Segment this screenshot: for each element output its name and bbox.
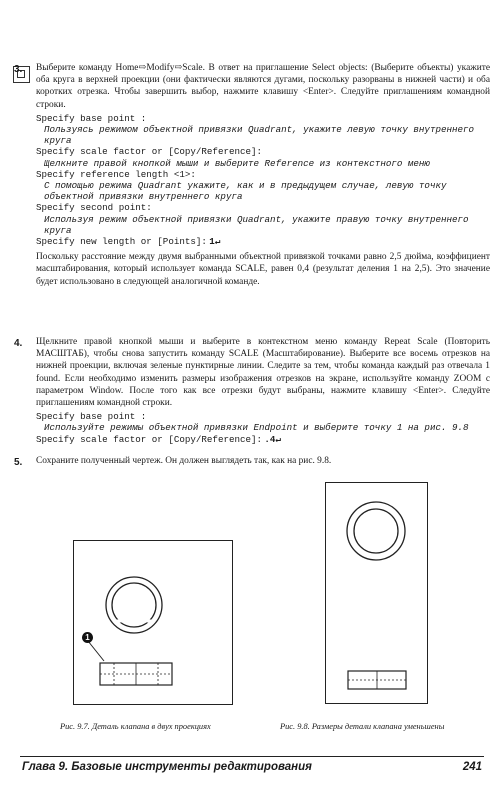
footer-divider bbox=[20, 756, 484, 757]
step-number-5: 5. bbox=[14, 457, 23, 468]
cmd-hint: С помощью режима Quadrant укажите, как и в предыдущем случае, левую точку объектной привязки внутреннего круга bbox=[44, 180, 447, 203]
cmd-hint: Используя режим объектной привязки Quadrant, укажите правую точку внутреннего круга bbox=[44, 213, 469, 236]
cmd-prompt: Specify reference length <1>: bbox=[36, 168, 196, 180]
step-number-3: 3. bbox=[14, 64, 23, 75]
step-5 bbox=[36, 455, 490, 467]
page-number: 241 bbox=[462, 761, 482, 773]
step-number-4: 4. bbox=[14, 338, 23, 349]
chapter-title: Глава 9. Базовые инструменты редактирования bbox=[22, 761, 312, 773]
step-3-command-block bbox=[36, 113, 490, 247]
cmd-prompt: Specify scale factor or [Copy/Reference]: bbox=[36, 433, 263, 445]
cmd-hint: Пользуясь режимом объектной привязки Quadrant, укажите левую точку внутреннего круга bbox=[44, 124, 475, 147]
figure-9-7-caption: Рис. 9.7. Деталь клапана в двух проекциях bbox=[60, 722, 211, 731]
figure-9-7-frame bbox=[73, 540, 233, 705]
step-3-paragraph-2: Поскольку расстояние между двумя выбранными объектной привязкой точками равно 2,5 дюйма, коэффициент масштабирования, который использует команда SCALE, равен 0,4 (результат деления 1 на 2,5). Это значение будет использовано в следующей аналогичной команде. bbox=[36, 252, 490, 287]
cmd-prompt: Specify base point : bbox=[36, 112, 147, 124]
cmd-input-value: 1↵ bbox=[209, 236, 221, 248]
step-4-paragraph-1: Щелкните правой кнопкой мыши и выберите в контекстном меню команду Repeat Scale (Повторить МАСШТАБ), чтобы снова запустить команду SCALE (Масштабирование). Выберите все восемь отрезков на нижней проекции, включая зеленые пунктирные линии. Следите за тем, чтобы команда каждый раз отвечала 1 found. Если необходимо изменить размеры изображения отрезков на экране, используйте команду ZOOM с параметром Window. После того как все отрезки будут выбраны, нажмите клавишу <Enter>. Следуйте приглашениям командной строки. bbox=[36, 337, 490, 409]
cmd-input-value: .4↵ bbox=[264, 433, 281, 445]
valve-part-scaled-drawing bbox=[326, 483, 427, 703]
step-4-command-block bbox=[36, 411, 490, 445]
cmd-prompt: Specify base point : bbox=[36, 411, 147, 423]
step-5-paragraph-1: Сохраните полученный чертеж. Он должен выглядеть так, как на рис. 9.8. bbox=[36, 456, 332, 466]
step-3 bbox=[36, 62, 490, 288]
cmd-hint: Щелкните правой кнопкой мыши и выберите Reference из контекстного меню bbox=[44, 157, 430, 169]
valve-part-drawing bbox=[74, 541, 232, 704]
figure-9-8-frame bbox=[325, 482, 428, 704]
step-3-paragraph-1: Выберите команду Home⇨Modify⇨Scale. В ответ на приглашение Select objects: (Выберите объекты) укажите оба круга в верхней проекции (они фактически являются дугами, поскольку разорваны в нижней части) и оба коротких отрезка. Чтобы завершить выбор, нажмите клавишу <Enter>. Следуйте приглашениям командной строки. bbox=[36, 63, 490, 110]
cmd-prompt: Specify scale factor or [Copy/Reference]: bbox=[36, 146, 263, 158]
callout-marker-1: 1 bbox=[82, 632, 93, 643]
cmd-hint: Используйте режимы объектной привязки Endpoint и выберите точку 1 на рис. 9.8 bbox=[44, 422, 469, 434]
figure-9-8-caption: Рис. 9.8. Размеры детали клапана уменьшены bbox=[280, 722, 445, 731]
cmd-prompt: Specify second point: bbox=[36, 202, 152, 214]
step-4 bbox=[36, 336, 490, 445]
cmd-prompt: Specify new length or [Points]: bbox=[36, 236, 207, 248]
